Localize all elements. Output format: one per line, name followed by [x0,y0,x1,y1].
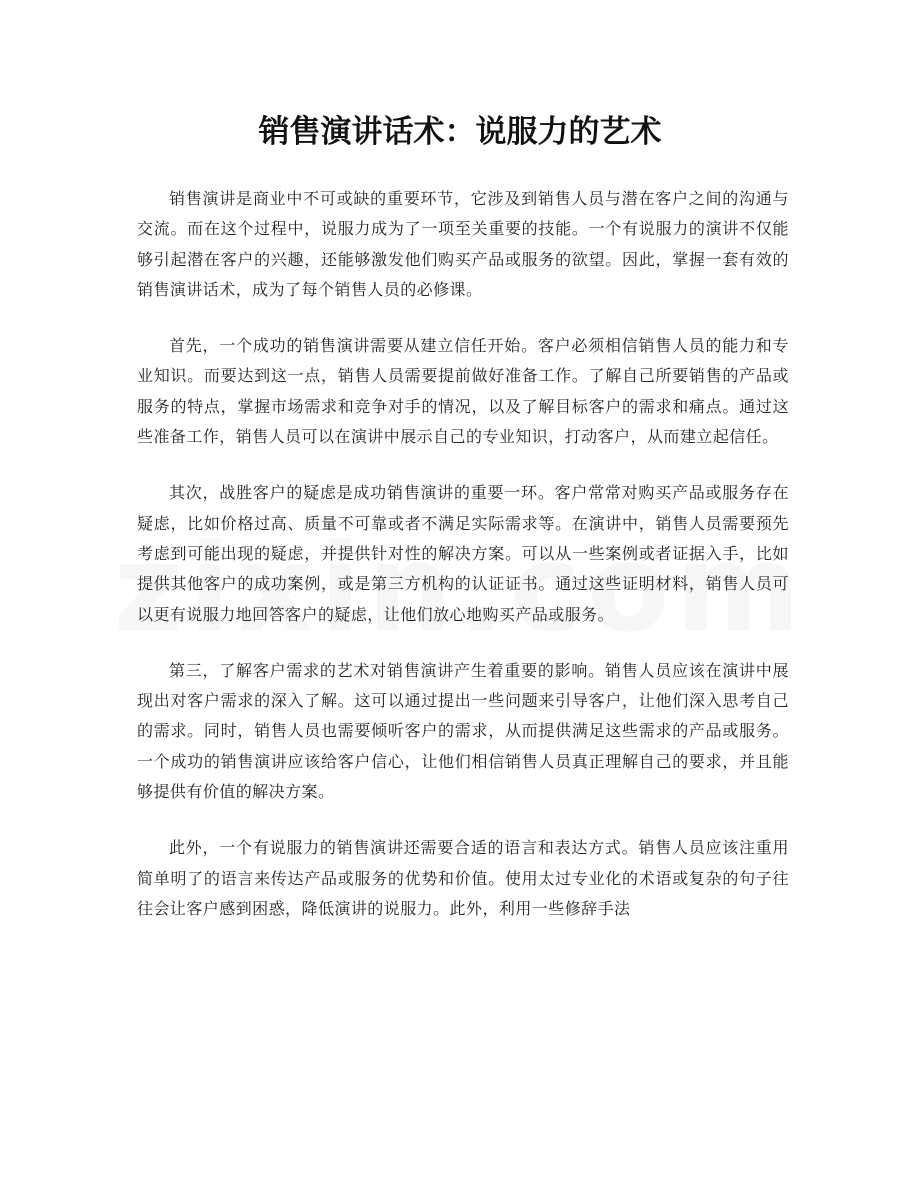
document-title: 销售演讲话术：说服力的艺术 [258,114,662,150]
paragraph-3: 其次，战胜客户的疑虑是成功销售演讲的重要一环。客户常常对购买产品或服务存在疑虑，比如价格过高、质量不可靠或者不满足实际需求等。在演讲中，销售人员需要预先考虑到可能出现的疑虑，并提供针对性的解决方案。可以从一些案例或者证据入手，比如提供其他客户的成功案例，或是第三方机构的认证证书。通过这些证明材料，销售人员可以更有说服力地回答客户的疑虑，让他们放心地购买产品或服务。 [137,483,789,624]
paragraph-2: 首先，一个成功的销售演讲需要从建立信任开始。客户必须相信销售人员的能力和专业知识。而要达到这一点，销售人员需要提前做好准备工作。了解自己所要销售的产品或服务的特点，掌握市场需求和竞争对手的情况，以及了解目标客户的需求和痛点。通过这些准备工作，销售人员可以在演讲中展示自己的专业知识，打动客户，从而建立起信任。 [137,336,789,447]
document-body [137,184,789,950]
paragraph-5: 此外，一个有说服力的销售演讲还需要合适的语言和表达方式。销售人员应该注重用简单明了的语言来传达产品或服务的优势和价值。使用太过专业化的术语或复杂的句子往往会让客户感到困惑，降低演讲的说服力。此外，利用一些修辞手法 [137,838,789,918]
paragraph-1: 销售演讲是商业中不可或缺的重要环节，它涉及到销售人员与潜在客户之间的沟通与交流。而在这个过程中，说服力成为了一项至关重要的技能。一个有说服力的演讲不仅能够引起潜在客户的兴趣，还能够激发他们购买产品或服务的欲望。因此，掌握一套有效的销售演讲话术，成为了每个销售人员的必修课。 [137,189,789,299]
paragraph-4: 第三，了解客户需求的艺术对销售演讲产生着重要的影响。销售人员应该在演讲中展现出对客户需求的深入了解。这可以通过提出一些问题来引导客户，让他们深入思考自己的需求。同时，销售人员也需要倾听客户的需求，从而提供满足这些需求的产品或服务。一个成功的销售演讲应该给客户信心，让他们相信销售人员真正理解自己的要求，并且能够提供有价值的解决方案。 [137,660,789,802]
